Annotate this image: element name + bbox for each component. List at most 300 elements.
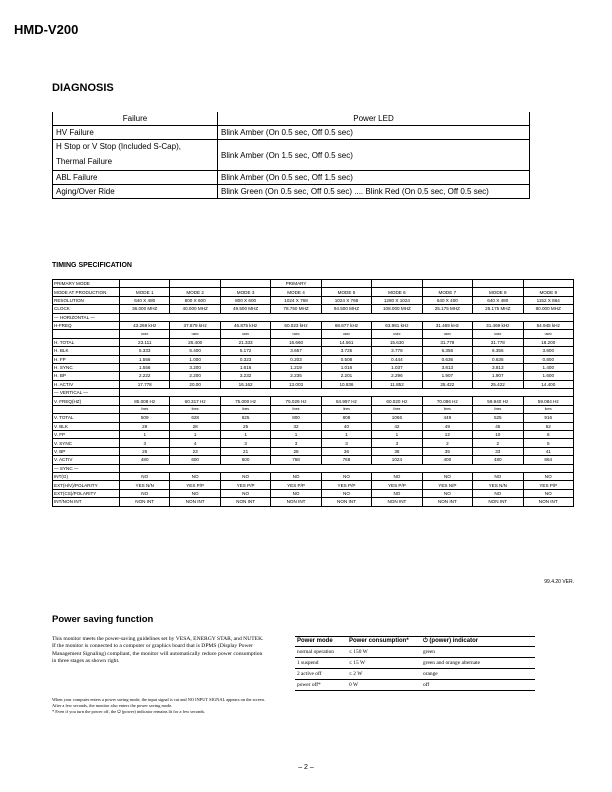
cell-value: 42 [372,422,422,430]
table-cell [422,280,472,288]
cell-unit: usec [321,330,371,338]
cell-value: 6 [523,431,574,439]
mode-header: MODE 9 [523,288,574,296]
table-row [53,439,574,447]
cell-value: 60.023 kHz [271,321,321,329]
cell-value: 1 [120,431,170,439]
cell-value: NO [220,472,270,480]
cell-value: NON INT [321,498,371,506]
cell-value: 25 [120,447,170,455]
table-row [53,472,574,480]
cell-value: 70.086 Hz [422,397,472,405]
row-label: V. ACTIV [53,456,120,464]
cell-unit: usec [473,330,523,338]
table-row [53,296,574,304]
cell-value: NON INT [523,498,574,506]
cell-value: 80.000 MHZ [523,305,574,313]
cell-value: 4 [170,439,220,447]
cell-value: 3 [120,439,170,447]
ps-header-consumption: Power consumption* [347,637,421,647]
cell-value: NO [271,472,321,480]
cell-value: YES P/P [170,481,220,489]
cell-value: NON INT [372,498,422,506]
ps-header-indicator: ⏻ (power) indicator [421,637,535,647]
cell-value: NO [523,472,574,480]
cell-value: NO [271,489,321,497]
cell-value: 2.296 [372,372,422,380]
ps-header-mode: Power mode [295,637,347,647]
table-cell [120,464,574,472]
table-cell [120,313,574,321]
cell-value: NO [523,489,574,497]
row-label: H. SYNC [53,363,120,371]
cell-value: 449 [422,414,472,422]
cell-value: 1 [271,431,321,439]
cell-value: 36.000 MHZ [120,305,170,313]
diag-failure-line1: H Stop or V Stop (Included S-Cap), [56,142,181,151]
table-row [53,481,574,489]
cell-value: 2 [473,439,523,447]
table-row [53,414,574,422]
cell-value: 916 [523,414,574,422]
cell-value: 800 [271,414,321,422]
ps-indicator: orange [421,669,535,680]
cell-value: 1.400 [523,363,574,371]
cell-value: 40.000 MHZ [170,305,220,313]
cell-value: 31.778 [473,338,523,346]
cell-value: 75.000 Hz [220,397,270,405]
power-saving-paragraph: This monitor meets the power-saving guidelines set by VESA, ENERGY STAR, and NUTEK. If the monitor is connected to a computer or graphics board that is DPMS (Display Power Management Signaling) compliant, the monitor will automatically reduce power consumption in three stages as shown right. [52,636,264,664]
cell-value: 1 [372,431,422,439]
cell-value: YES P/P [271,481,321,489]
cell-value: 1 [321,431,371,439]
row-label: H. ACTIV [53,380,120,388]
cell-unit: usec [422,330,472,338]
cell-value: 21 [220,447,270,455]
table-row [53,330,574,338]
cell-value: 3.813 [473,363,523,371]
cell-value: 5.333 [120,347,170,355]
cell-value: 6.400 [170,347,220,355]
cell-value: 625 [220,414,270,422]
cell-value: 25.422 [422,380,472,388]
cell-value: 808 [321,414,371,422]
cell-value: 12 [422,431,472,439]
cell-unit: usec [271,330,321,338]
table-row [53,347,574,355]
cell-unit: lines [220,405,270,413]
ps-consumption: ≤ 150 W [347,647,421,658]
cell-value: YES N/N [120,481,170,489]
cell-value: 20.00 [170,380,220,388]
cell-value: NON INT [271,498,321,506]
diagnosis-title: DIAGNOSIS [52,82,114,94]
row-label: INT/NON INT [53,498,120,506]
cell-value: 60.020 Hz [372,397,422,405]
ps-mode: 1 suspend [295,658,347,669]
cell-value: NON INT [170,498,220,506]
cell-value: 16.660 [271,338,321,346]
primary-label: PRIMARY [271,280,321,288]
table-row [53,321,574,329]
row-label: H. BLK [53,347,120,355]
cell-value: 509 [120,414,170,422]
cell-value: 25.175 MHZ [422,305,472,313]
row-label: H. BP [53,372,120,380]
cell-value: 17.778 [120,380,170,388]
cell-value: 3.800 [523,347,574,355]
cell-value: 1.907 [422,372,472,380]
cell-value: 28 [271,447,321,455]
diag-led: Blink Amber (On 0.5 sec, Off 1.5 sec) [218,171,530,185]
mode-header: MODE 8 [473,288,523,296]
cell-value: 1 [220,431,270,439]
row-label [53,330,120,338]
cell-value: NO [473,489,523,497]
diag-led: Blink Green (On 0.5 sec, Off 0.5 sec) .... Blink Red (On 0.5 sec, Off 0.5 sec) [218,185,530,199]
timing-table [52,279,574,507]
row-label: V. FREQ(HZ) [53,397,120,405]
cell-unit: lines [372,405,422,413]
cell-value: 16.162 [220,380,270,388]
power-saving-title: Power saving function [52,614,154,625]
cell-unit: usec [170,330,220,338]
row-label: V. TOTAL [53,414,120,422]
table-row [53,140,530,171]
cell-value: 43.269 kHz [120,321,170,329]
cell-value: NO [372,489,422,497]
table-row [53,355,574,363]
cell-value: NON INT [220,498,270,506]
cell-value: YES P/P [372,481,422,489]
cell-value: 1024 [372,456,422,464]
cell-unit: lines [422,405,472,413]
cell-value: 2.235 [271,372,321,380]
table-row [53,397,574,405]
cell-value: YES P/P [220,481,270,489]
cell-value: 60.317 Hz [170,397,220,405]
table-row [295,680,535,691]
cell-value: 1.037 [372,363,422,371]
cell-value: 54.945 kHz [523,321,574,329]
cell-value: NO [321,489,371,497]
table-row [295,669,535,680]
cell-value: 1.556 [120,363,170,371]
cell-value: 14.400 [523,380,574,388]
cell-value: 1066 [372,414,422,422]
row-label [53,405,120,413]
ps-indicator: green and orange alternate [421,658,535,669]
table-cell [372,280,422,288]
cell-value: NO [372,472,422,480]
mode-header: MODE 6 [372,288,422,296]
table-row [53,422,574,430]
row-label: CLOCK [53,305,120,313]
mode-header: MODE 7 [422,288,472,296]
power-saving-notes [52,697,267,715]
cell-value: 63.981 kHz [372,321,422,329]
row-label: V. BLK [53,422,120,430]
cell-value: 800 X 600 [220,296,270,304]
cell-unit: usec [220,330,270,338]
cell-value: YES N/N [473,481,523,489]
cell-value: 3 [321,439,371,447]
cell-value: NO [473,472,523,480]
cell-value: 28 [170,422,220,430]
cell-value: 0.636 [422,355,472,363]
cell-value: 59.084 Hz [523,397,574,405]
table-cell [321,280,371,288]
table-row [53,126,530,140]
cell-value: 40 [321,422,371,430]
table-row [53,372,574,380]
cell-value: 37.879 kHz [170,321,220,329]
cell-value: 23 [170,447,220,455]
table-row [53,447,574,455]
cell-unit: lines [523,405,574,413]
ps-consumption: 0 W [347,680,421,691]
cell-value: 0.508 [321,355,371,363]
ps-mode: normal operation [295,647,347,658]
ps-consumption: ≤ 2 W [347,669,421,680]
mode-header: MODE 3 [220,288,270,296]
cell-value: 3.725 [321,347,371,355]
cell-value: 3.657 [271,347,321,355]
cell-value: 3.778 [372,347,422,355]
cell-unit: lines [321,405,371,413]
cell-value: 2.200 [170,372,220,380]
diag-failure: HV Failure [53,126,218,140]
cell-value: 6.356 [473,347,523,355]
mode-header: MODE 5 [321,288,371,296]
cell-value: 10 [473,431,523,439]
ps-mode: power off* [295,680,347,691]
cell-value: 38 [372,447,422,455]
cell-value: 2.222 [120,372,170,380]
table-cell [120,389,574,397]
cell-value: 5.172 [220,347,270,355]
cell-unit: lines [473,405,523,413]
row-label: V. FP [53,431,120,439]
row-label: H-FREQ [53,321,120,329]
cell-unit: lines [120,405,170,413]
table-cell [170,280,220,288]
diag-failure-line2: Thermal Failure [56,157,113,166]
cell-value: 3 [220,439,270,447]
cell-value: 480 [473,456,523,464]
cell-value: 18.200 [523,338,574,346]
cell-value: NO [321,472,371,480]
row-label: H. FP [53,355,120,363]
cell-value: 11.852 [372,380,422,388]
cell-value: NO [120,489,170,497]
cell-value: 1 [170,431,220,439]
version-label: 99.4.20 VER. [544,579,574,585]
table-row [53,464,574,472]
table-row [53,305,574,313]
cell-value: NO [120,472,170,480]
cell-value: 1.219 [271,363,321,371]
table-row [53,313,574,321]
row-label: EXT(CS)/POLARITY [53,489,120,497]
cell-value: 14.561 [321,338,371,346]
table-row [53,280,574,288]
cell-value: 21.333 [220,338,270,346]
cell-value: 35 [422,447,472,455]
cell-value: 3.232 [220,372,270,380]
power-saving-footnote: * Even if you turn the power off, the ⏻ (power) indicator remains lit for a few seconds. [52,709,206,714]
row-label: H. TOTAL [53,338,120,346]
table-row [53,405,574,413]
cell-value: 85.008 Hz [120,397,170,405]
timing-title: TIMING SPECIFICATION [52,262,132,269]
cell-value: 1280 X 1024 [372,296,422,304]
cell-value: 6.356 [422,347,472,355]
cell-value: 1.600 [523,372,574,380]
cell-value: 45 [473,422,523,430]
table-row [295,658,535,669]
cell-value: 59.940 Hz [473,397,523,405]
row-label: INT(G) [53,472,120,480]
cell-value: 2.201 [321,372,371,380]
row-label: EXT(H/V)/POLARITY [53,481,120,489]
cell-value: 0.444 [372,355,422,363]
cell-value: 600 [170,456,220,464]
cell-value: 640 X 480 [473,296,523,304]
cell-value: 1.000 [170,355,220,363]
cell-value: 32 [271,422,321,430]
table-row [53,363,574,371]
cell-value: 3.200 [170,363,220,371]
cell-value: 1.907 [473,372,523,380]
cell-value: 864 [523,456,574,464]
ps-consumption: ≤ 15 W [347,658,421,669]
cell-unit: lines [170,405,220,413]
cell-unit: lines [271,405,321,413]
ps-indicator: green [421,647,535,658]
cell-value: 23.111 [120,338,170,346]
diag-led: Blink Amber (On 0.5 sec, Off 0.5 sec) [218,126,530,140]
cell-value: 36 [321,447,371,455]
table-cell [120,280,170,288]
table-row [295,647,535,658]
diag-failure: Aging/Over Ride [53,185,218,199]
cell-value: 13.003 [271,380,321,388]
row-label: RESOLUTION [53,296,120,304]
cell-value: 768 [271,456,321,464]
primary-mode-label: PRIMARY MODE [53,280,120,288]
cell-unit: usec [372,330,422,338]
cell-value: 46.875 kHz [220,321,270,329]
cell-value: 31.469 kHz [422,321,472,329]
section-label: — VERTICAL — [53,389,120,397]
cell-value: 768 [321,456,371,464]
cell-unit: usec [120,330,170,338]
cell-value: 31.469 kHz [473,321,523,329]
cell-value: 628 [170,414,220,422]
cell-value: 49.500 MHZ [220,305,270,313]
cell-value: 52 [523,422,574,430]
cell-value: 26.400 [170,338,220,346]
cell-value: 1.016 [321,363,371,371]
cell-value: 15.630 [372,338,422,346]
section-label: — SYNC — [53,464,120,472]
cell-value: 0.800 [523,355,574,363]
cell-value: 2 [422,439,472,447]
cell-value: 1024 X 768 [321,296,371,304]
cell-value: 25.422 [473,380,523,388]
cell-value: 0.636 [473,355,523,363]
row-label: V. BP [53,447,120,455]
cell-value: 3 [271,439,321,447]
cell-value: 5 [523,439,574,447]
cell-value: 600 [220,456,270,464]
cell-value: 10.836 [321,380,371,388]
power-mode-table [295,636,535,691]
cell-value: 480 [120,456,170,464]
mode-header: MODE 2 [170,288,220,296]
cell-value: 0.203 [271,355,321,363]
diagnosis-table [52,112,530,199]
cell-value: NO [422,489,472,497]
model-title: HMD-V200 [14,22,79,37]
mode-header: MODE 4 [271,288,321,296]
cell-value: 640 X 400 [422,296,472,304]
power-saving-paragraph-2: When your computer enters a power saving mode, the input signal is cut and NO INPUT SIGNAL appears on the screen. After a few seconds, the monitor also enters the power saving mode. [52,697,265,708]
table-row [53,171,530,185]
table-row [53,380,574,388]
cell-value: 108.000 MHZ [372,305,422,313]
table-row [53,185,530,199]
table-cell [220,280,270,288]
diag-led: Blink Amber (On 1.5 sec, Off 0.5 sec) [218,140,530,171]
cell-value: 3 [372,439,422,447]
ps-indicator: off [421,680,535,691]
cell-value: NO [170,472,220,480]
mode-label: MODE AT PRODUCTION [53,288,120,296]
table-row [53,288,574,296]
diag-header-failure: Failure [53,112,218,126]
cell-value: 1152 X 864 [523,296,574,304]
cell-value: 49 [422,422,472,430]
table-row [53,431,574,439]
section-label: — HORIZONTAL — [53,313,120,321]
cell-value: NO [422,472,472,480]
cell-value: 31.778 [422,338,472,346]
cell-value: NON INT [473,498,523,506]
cell-value: 68.677 kHz [321,321,371,329]
mode-header: MODE 1 [120,288,170,296]
table-row [53,456,574,464]
cell-value: 640 X 480 [120,296,170,304]
diag-failure [53,140,218,171]
cell-value: YES P/P [523,481,574,489]
cell-value: 1.616 [220,363,270,371]
diag-header-led: Power LED [218,112,530,126]
cell-value: 75.029 Hz [271,397,321,405]
table-cell [473,280,523,288]
cell-value: 29 [120,422,170,430]
cell-value: NON INT [120,498,170,506]
table-row [53,489,574,497]
table-cell [523,280,574,288]
cell-value: 3.813 [422,363,472,371]
cell-value: 25 [220,422,270,430]
cell-value: 0.323 [220,355,270,363]
cell-value: YES N/P [422,481,472,489]
cell-value: 1.556 [120,355,170,363]
table-row [53,498,574,506]
